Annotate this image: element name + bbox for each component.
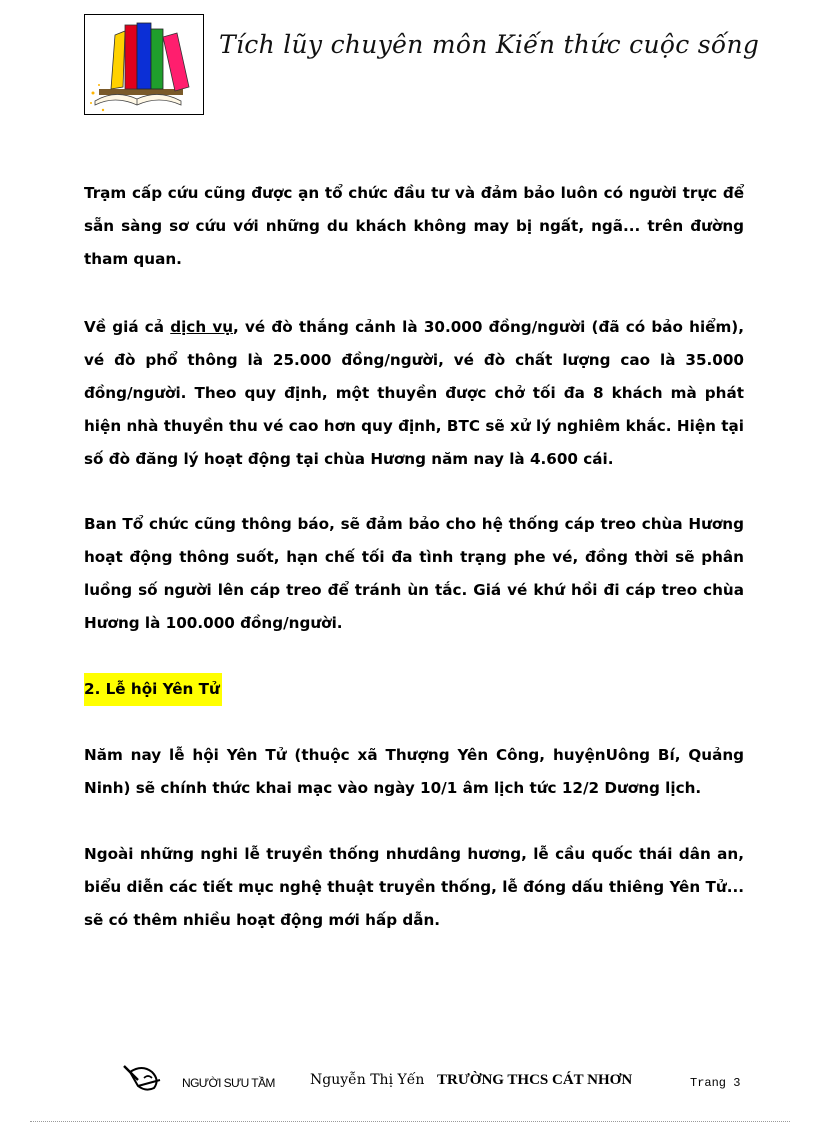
pen-writing-icon [120, 1058, 166, 1094]
paragraph-first-aid: Trạm cấp cứu cũng được ạn tổ chức đầu tư và đảm bảo luôn có người trực để sẵn sàng sơ cứu với những du khách không may bị ngất, ngã... trên đường tham quan. [84, 184, 744, 268]
header-title: Tích lũy chuyên môn Kiến thức cuộc sống [219, 30, 760, 59]
paragraph-yen-tu-opening: Năm nay lễ hội Yên Tử (thuộc xã Thượng Yên Công, huyệnUông Bí, Quảng Ninh) sẽ chính thức khai mạc vào ngày 10/1 âm lịch tức 12/2 Dương lịch. [84, 746, 744, 797]
bottom-dotted-divider [30, 1121, 790, 1122]
paragraph-cable-car: Ban Tổ chức cũng thông báo, sẽ đảm bảo cho hệ thống cáp treo chùa Hương hoạt động thông suốt, hạn chế tối đa tình trạng phe vé, đồng thời sẽ phân luồng số người lên cáp treo để tránh ùn tắc. Giá vé khứ hồi đi cáp treo chùa Hương là 100.000 đồng/người. [84, 515, 744, 632]
service-link[interactable]: dịch vụ [170, 318, 234, 336]
books-icon [85, 15, 203, 114]
paragraph-boat-prices [84, 311, 744, 476]
footer-collector-label: NGƯỜI SƯU TẦM [182, 1076, 275, 1090]
page-number: Trang 3 [690, 1076, 741, 1090]
page-footer [120, 1058, 760, 1094]
paragraph-yen-tu-activities: Ngoài những nghi lễ truyền thống nhưdâng hương, lễ cầu quốc thái dân an, biểu diễn các tiết mục nghệ thuật truyền thống, lễ đóng dấu thiêng Yên Tử... sẽ có thêm nhiều hoạt động mới hấp dẫn. [84, 845, 744, 929]
footer-school-name: TRƯỜNG THCS CÁT NHƠN [437, 1072, 633, 1088]
logo-frame [84, 14, 204, 115]
section-heading-yen-tu: 2. Lễ hội Yên Tử [84, 673, 222, 706]
footer-author-name: Nguyễn Thị Yến [310, 1072, 425, 1088]
paragraph-text: Về giá cả [84, 318, 171, 336]
paragraph-text: , vé đò thắng cảnh là 30.000 đồng/người (đã có bảo hiểm), vé đò phổ thông là 25.000 đồng/người, vé đò chất lượng cao là 35.000 đồng/người. Theo quy định, một thuyền được chở tối đa 8 khách mà phát hiện nhà thuyền thu vé cao hơn quy định, BTC sẽ xử lý nghiêm khắc. Hiện tại số đò đăng lý hoạt động tại chùa Hương năm nay là 4.600 cái. [84, 318, 744, 468]
